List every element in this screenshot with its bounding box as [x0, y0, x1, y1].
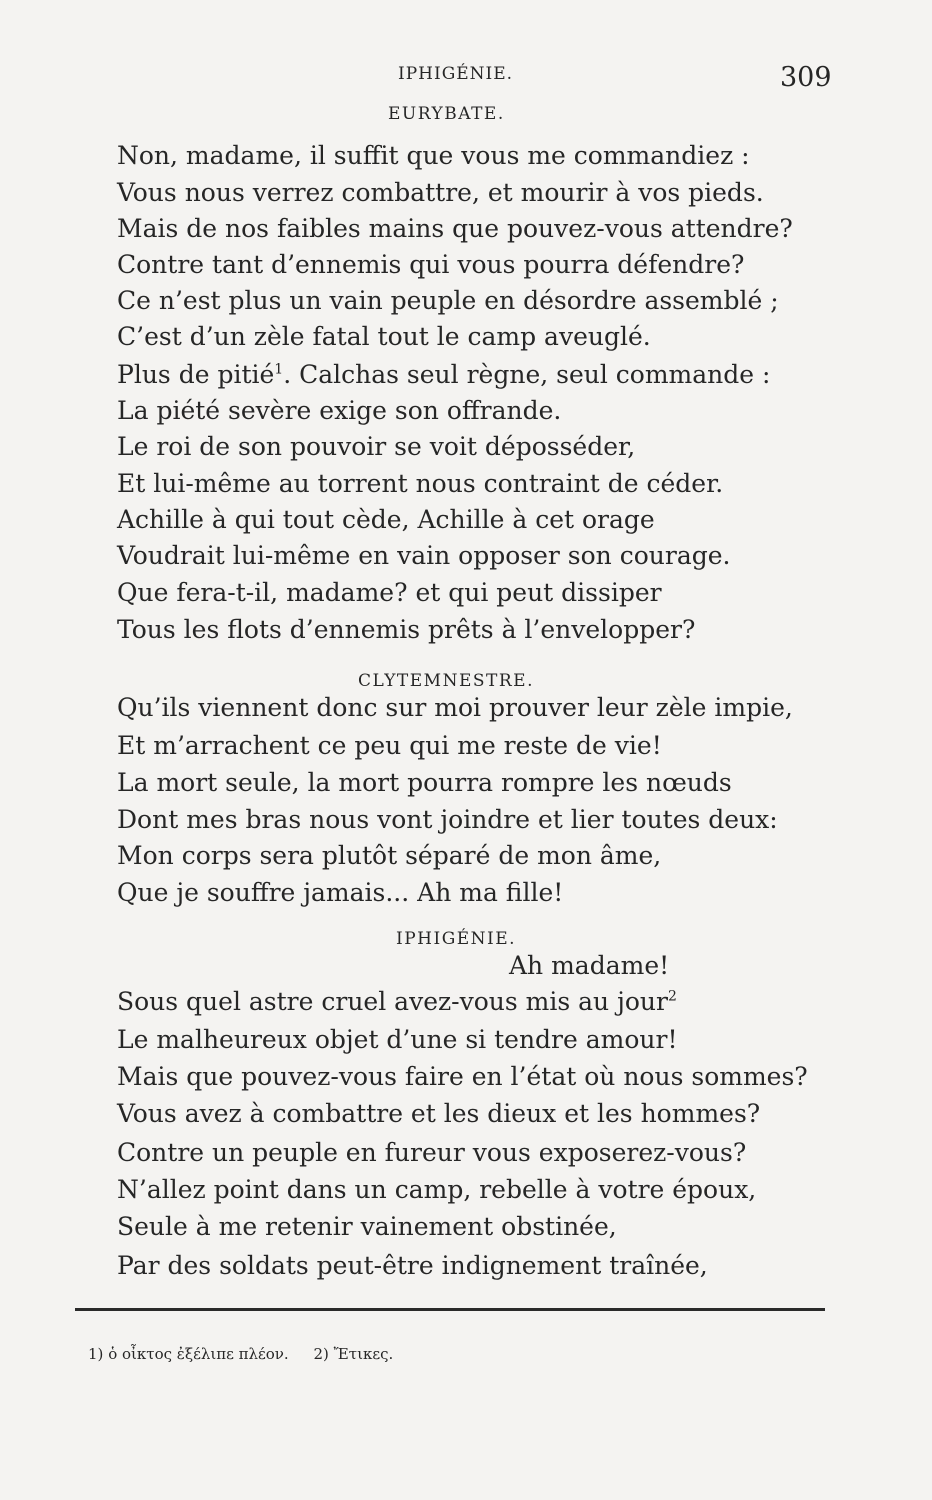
verse-fragment: Calchas seul règne, seul commande : [299, 360, 771, 389]
verse-fragment: Plus de pitié [117, 360, 275, 389]
verse-line: Mais que pouvez-vous faire en l’état où nous sommes? [117, 1062, 808, 1091]
footnotes [88, 1345, 393, 1363]
footnote-mark: 1) [88, 1345, 104, 1363]
verse-line: Par des soldats peut-être indignement traînée, [117, 1251, 708, 1280]
verse-line: Le malheureux objet d’une si tendre amour! [117, 1025, 678, 1054]
verse-line: C’est d’un zèle fatal tout le camp aveuglé. [117, 322, 651, 351]
verse-line [117, 989, 677, 1014]
page-number: 309 [780, 62, 832, 93]
running-title: IPHIGÉNIE. [398, 64, 514, 84]
verse-line: La mort seule, la mort pourra rompre les nœuds [117, 768, 732, 797]
speaker-clytemnestre: CLYTEMNESTRE. [358, 671, 534, 691]
verse-line: Seule à me retenir vainement obstinée, [117, 1212, 617, 1241]
verse-line: Que je souffre jamais... Ah ma fille! [117, 878, 564, 907]
verse-line: Et m’arrachent ce peu qui me reste de vie! [117, 731, 662, 760]
verse-line: Qu’ils viennent donc sur moi prouver leur zèle impie, [117, 693, 793, 722]
speaker-iphigenie: IPHIGÉNIE. [396, 929, 517, 949]
verse-line: Et lui-même au torrent nous contraint de céder. [117, 469, 724, 498]
verse-line: La piété sevère exige son offrande. [117, 396, 562, 425]
verse-line: Le roi de son pouvoir se voit déposséder, [117, 432, 636, 461]
verse-line: Vous avez à combattre et les dieux et les hommes? [117, 1099, 761, 1128]
footnote-ref: 2 [667, 988, 677, 1005]
verse-line: Dont mes bras nous vont joindre et lier toutes deux: [117, 805, 778, 834]
verse-line: Mon corps sera plutôt séparé de mon âme, [117, 841, 662, 870]
verse-line: Ah madame! [509, 951, 670, 980]
footnote-ref: 1 [274, 361, 284, 378]
verse-line [117, 362, 770, 387]
verse-line: N’allez point dans un camp, rebelle à votre époux, [117, 1175, 757, 1204]
verse-punctuation: . [283, 360, 292, 389]
verse-line: Contre tant d’ennemis qui vous pourra défendre? [117, 250, 745, 279]
verse-line: Achille à qui tout cède, Achille à cet orage [117, 505, 655, 534]
verse-line: Vous nous verrez combattre, et mourir à vos pieds. [117, 178, 764, 207]
verse-line: Contre un peuple en fureur vous exposerez-vous? [117, 1138, 747, 1167]
footnote-mark: 2) [313, 1345, 329, 1363]
speaker-eurybate: EURYBATE. [388, 104, 505, 124]
footnote-divider [75, 1308, 825, 1311]
verse-line: Mais de nos faibles mains que pouvez-vous attendre? [117, 214, 793, 243]
verse-line: Tous les flots d’ennemis prêts à l’envelopper? [117, 615, 696, 644]
footnote-text: ὁ οἶκτος ἐξέλιπε πλέον. [108, 1345, 289, 1363]
verse-line: Non, madame, il suffit que vous me commandiez : [117, 141, 750, 170]
verse-line: Ce n’est plus un vain peuple en désordre assemblé ; [117, 286, 779, 315]
verse-line: Que fera-t-il, madame? et qui peut dissiper [117, 578, 662, 607]
verse-fragment: Sous quel astre cruel avez-vous mis au jour [117, 987, 668, 1016]
footnote-text: Ἔτικες. [333, 1345, 394, 1363]
verse-line: Voudrait lui-même en vain opposer son courage. [117, 541, 731, 570]
